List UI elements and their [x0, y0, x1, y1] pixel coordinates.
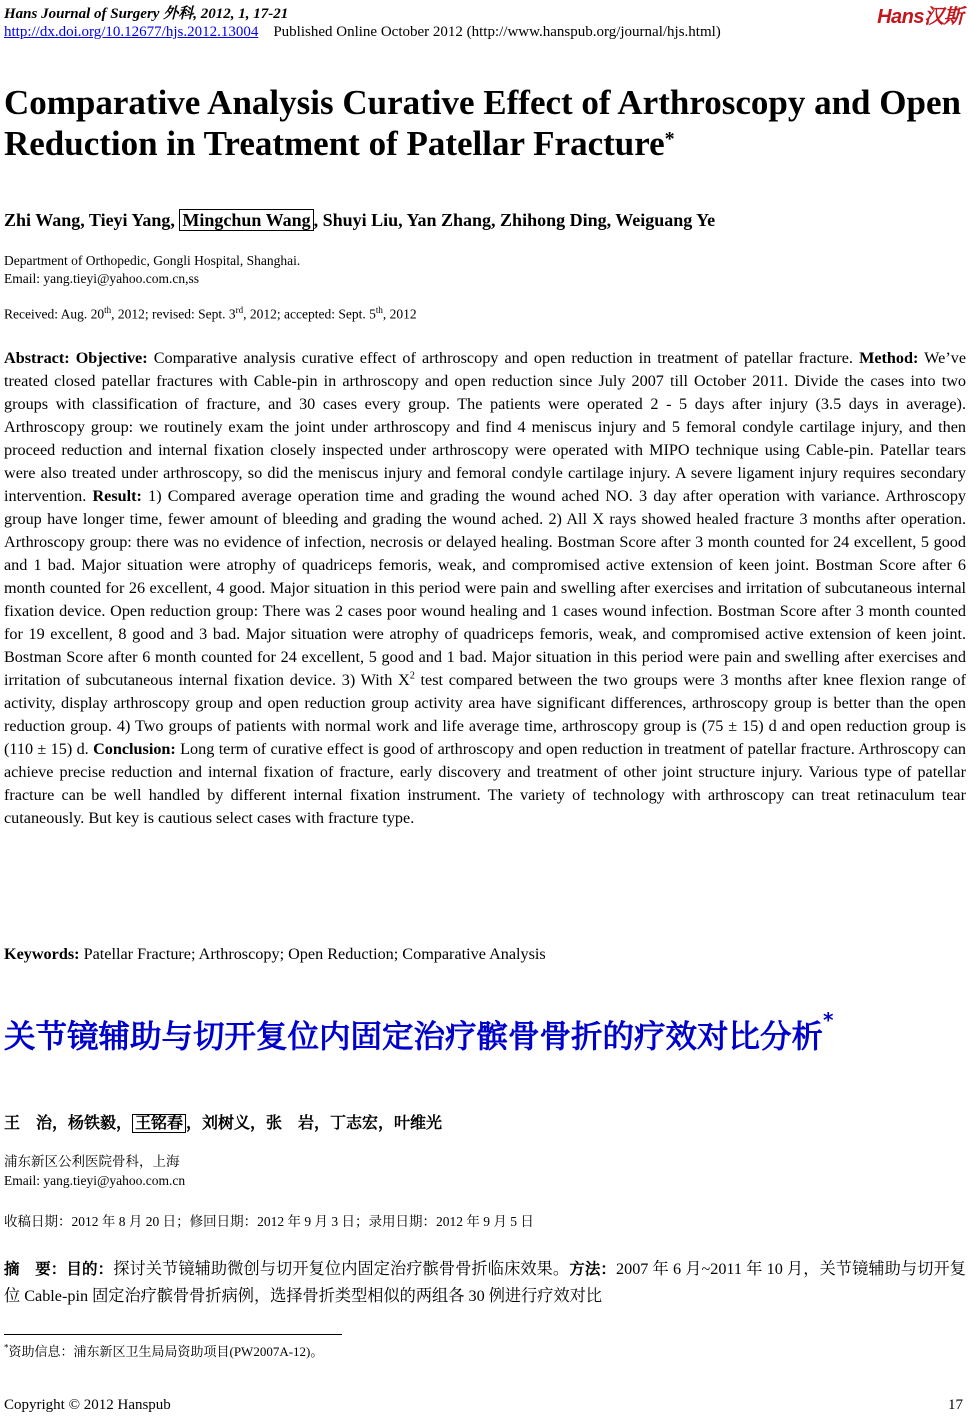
conclusion-label: Conclusion: — [93, 740, 176, 758]
highlighted-author: Mingchun Wang — [179, 209, 313, 231]
method-label: Method: — [859, 349, 919, 367]
footnote — [4, 1341, 323, 1360]
result-text: 1) Compared average operation time and grading the wound ached NO. 3 day after operation with variance. Arthroscopy group have longer time, fewer amount of bleeding and grading the wound ached. 2) All X rays showed healed fracture 3 months after operation. Arthroscopy group: there was no evidence of infection, necrosis or delayed healing. Bostman Score after 3 month counted for 24 excellent, 5 good and 1 bad. Major situation were atrophy of quadriceps femoris, weak, and compromised active extension of keen joint. Bostman Score after 6 month counted for 26 excellent, 4 good. Major situation in this period were pain and swelling after exercises and irritation of subcutaneous internal fixation device. Open reduction group: There was 2 cases poor wound healing and 1 cases wound infection. Bostman Score after 3 month counted for 19 excellent, 8 good and 3 bad. Major situation were atrophy of quadriceps femoris, weak, and compromised active extension of keen joint. Bostman Score after 6 month counted for 24 excellent, 5 good and 1 bad. Major situation in this period were pain and swelling after exercises and irritation of subcutaneous internal fixation device. 3) With X — [4, 487, 967, 689]
method-text: We’ve treated closed patellar fractures with Cable-pin in arthroscopy and open reduction since July 2007 till October 2011. Divide the cases into two groups with classification of fracture, and 30 cases every group. The patients were operated 2 - 5 days after injury (3.5 days in average). Arthroscopy group: we routinely exam the joint under arthroscopy and find 4 meniscus injury and 5 femoral condyle cartilage injury, and then proceed reduction and internal fixation closely inspected under arthroscopy were operated with MIPO technique using Cable-pin. Patellar tears were also treated under arthroscopy, so did the meniscus injury and femoral condyle cartilage injury. A severe ligament injury requires secondary intervention. — [4, 349, 967, 505]
keywords — [4, 945, 546, 964]
chinese-affiliation — [4, 1152, 185, 1190]
cn-method-label: 方法： — [569, 1260, 617, 1278]
cn-abstract-label: 摘 要： — [4, 1260, 67, 1278]
title-footnote-mark: * — [664, 128, 675, 150]
publisher-logo: Hans汉斯 — [877, 6, 963, 28]
accepted-sup: th — [375, 305, 383, 315]
chinese-dates: 收稿日期：2012 年 8 月 20 日；修回日期：2012 年 9 月 3 日；录用日期：2012 年 9 月 5 日 — [4, 1214, 534, 1229]
received-date: Received: Aug. 20 — [4, 306, 105, 322]
cn-highlighted-author: 王铭春 — [132, 1114, 186, 1133]
cn-authors-after: ，刘树义，张 岩，丁志宏，叶维光 — [186, 1115, 443, 1132]
chi-square-sup: 2 — [409, 670, 415, 682]
revised-date: , 2012; revised: Sept. 3 — [111, 306, 236, 322]
abstract-label: Abstract: — [4, 349, 70, 367]
accepted-date: , 2012; accepted: Sept. 5 — [243, 306, 376, 322]
journal-header: Hans Journal of Surgery 外科, 2012, 1, 17-21 — [4, 6, 289, 22]
footnote-text: 资助信息：浦东新区卫生局局资助项目(PW2007A-12)。 — [8, 1344, 324, 1359]
affiliation-department: Department of Orthopedic, Gongli Hospital, Shanghai. — [4, 253, 301, 268]
paper-title — [4, 82, 964, 164]
cn-affiliation-email: Email: yang.tieyi@yahoo.com.cn — [4, 1173, 186, 1188]
page-number: 17 — [948, 1397, 963, 1413]
received-dates — [4, 305, 417, 323]
doi-link[interactable]: http://dx.doi.org/10.12677/hjs.2012.13004 — [4, 24, 259, 40]
published-info: Published Online October 2012 (http://www.hanspub.org/journal/hjs.html) — [273, 24, 721, 40]
objective-label: Objective: — [75, 349, 148, 367]
abstract — [4, 347, 966, 830]
doi-line — [4, 24, 721, 41]
cn-method-text: 2007 年 6 月~2011 年 10 月，关节镜辅助与切开复位 Cable-pin 固定治疗髌骨骨折病例，选择骨折类型相似的两组各 30 例进行疗效对比 — [4, 1260, 966, 1305]
chinese-title-mark: * — [823, 1008, 834, 1032]
authors-after: , Shuyi Liu, Yan Zhang, Zhihong Ding, Weiguang Ye — [313, 210, 716, 230]
received-sup: th — [104, 305, 112, 315]
cn-affiliation-department: 浦东新区公利医院骨科，上海 — [4, 1154, 180, 1169]
cn-objective-label: 目的： — [66, 1260, 114, 1278]
keywords-text: Patellar Fracture; Arthroscopy; Open Reduction; Comparative Analysis — [79, 945, 546, 963]
result-text-cont: test compared between the two groups were 3 months after knee flexion range of activity, display arthroscopy group and open reduction group activity area have significant differences, arthroscopy group is better than the open reduction group. 4) Two groups of patients with normal work and life average time, arthroscopy group is (75 ± 15) d and open reduction group is (110 ± 15) d. — [4, 671, 966, 758]
footnote-mark: * — [4, 1342, 9, 1353]
accepted-year: , 2012 — [382, 306, 417, 322]
conclusion-text: Long term of curative effect is good of arthroscopy and open reduction in treatment of patellar fracture. Arthroscopy can achieve precise reduction and internal fixation of fracture, early discovery and treatment of other joint structure injury. Various type of patellar fracture can be well handled by different internal fixation instrument. The variety of technology with arthroscopy can treat retinaculum tear cutaneously. But key is cautious select cases with fracture type. — [4, 740, 966, 827]
chinese-title-text: 关节镜辅助与切开复位内固定治疗髌骨骨折的疗效对比分析 — [4, 1019, 824, 1055]
authors-before: Zhi Wang, Tieyi Yang, — [4, 210, 180, 230]
paper-title-text: Comparative Analysis Curative Effect of Arthroscopy and Open Reduction in Treatment of Patellar Fracture — [4, 83, 961, 163]
result-label: Result: — [92, 487, 142, 505]
objective-text: Comparative analysis curative effect of arthroscopy and open reduction in treatment of patellar fracture. — [147, 349, 860, 367]
footnote-divider — [4, 1334, 342, 1335]
chinese-author-list — [4, 1110, 442, 1133]
keywords-label: Keywords: — [4, 945, 80, 963]
copyright: Copyright © 2012 Hanspub — [4, 1397, 171, 1413]
affiliation-email: Email: yang.tieyi@yahoo.com.cn,ss — [4, 271, 200, 286]
chinese-title — [4, 1008, 834, 1057]
affiliation — [4, 252, 300, 288]
revised-sup: rd — [235, 305, 244, 315]
cn-authors-before: 王 治，杨铁毅， — [4, 1115, 133, 1132]
cn-objective-text: 探讨关节镜辅助微创与切开复位内固定治疗髌骨骨折临床效果。 — [113, 1260, 570, 1278]
author-list — [4, 210, 715, 231]
chinese-abstract — [4, 1256, 966, 1310]
